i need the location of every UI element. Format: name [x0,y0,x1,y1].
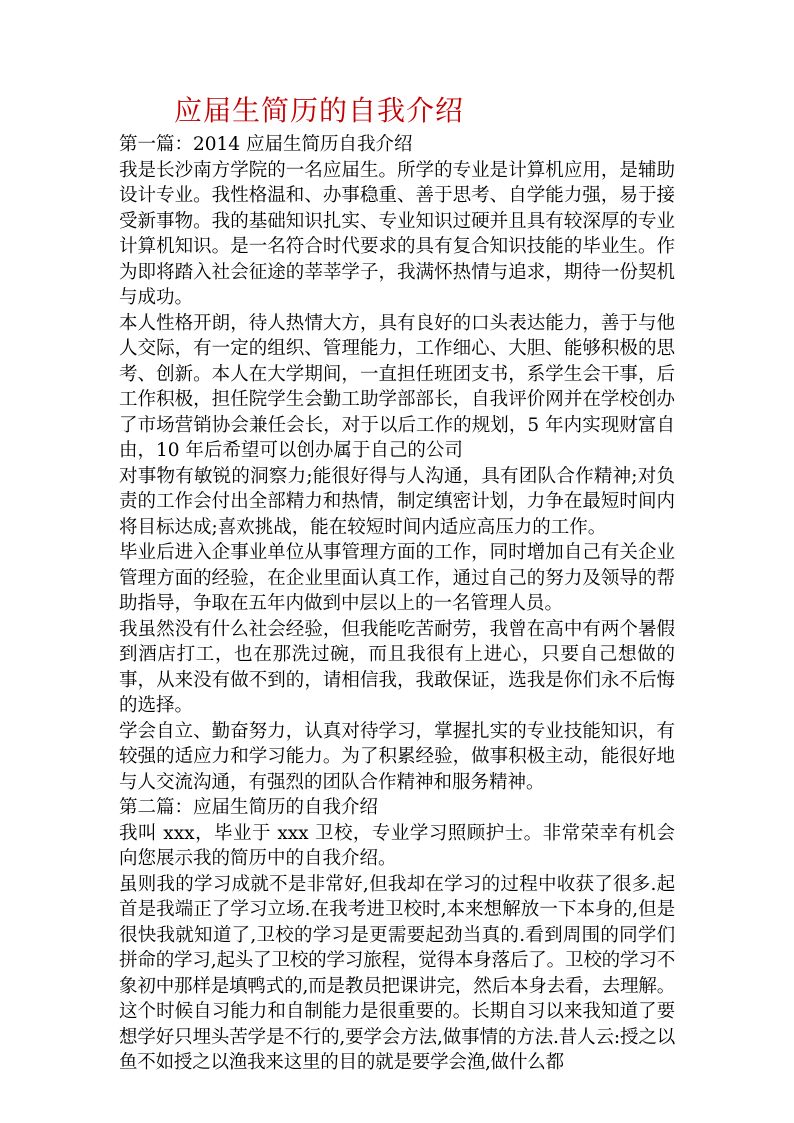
section1-paragraph-2: 本人性格开朗，待人热情大方，具有良好的口头表达能力，善于与他人交际，有一定的组织、管理能力，工作细心、大胆、能够积极的思考、创新。本人在大学期间，一直担任班团支书，系学生会干事，后工作积极，担任院学生会勤工助学部部长，自我评价网并在学校创办了市场营销协会兼任会长，对于以后工作的规划，5 年内实现财富自由，10 年后希望可以创办属于自己的公司 [119,312,675,461]
section1-paragraph-5: 我虽然没有什么社会经验，但我能吃苦耐劳，我曾在高中有两个暑假到酒店打工，也在那洗过碗，而且我很有上进心，只要自己想做的事，从来没有做不到的，请相信我，我敢保证，选我是你们永不后悔的选择。 [119,618,675,716]
section-heading-1: 第一篇：2014 应届生简历自我介绍 [119,134,413,155]
section1-paragraph-1: 我是长沙南方学院的一名应届生。所学的专业是计算机应用，是辅助设计专业。我性格温和、办事稳重、善于思考、自学能力强，易于接受新事物。我的基础知识扎实、专业知识过硬并且具有较深厚的专业计算机知识。是一名符合时代要求的具有复合知识技能的毕业生。作为即将踏入社会征途的莘莘学子，我满怀热情与追求，期待一份契机与成功。 [119,159,675,308]
document-title: 应届生简历的自我介绍 [174,94,465,127]
section1-paragraph-6: 学会自立、勤奋努力，认真对待学习，掌握扎实的专业技能知识，有较强的适应力和学习能力。为了积累经验，做事积极主动，能很好地与人交流沟通，有强烈的团队合作精神和服务精神。 [119,720,675,793]
section1-paragraph-4: 毕业后进入企事业单位从事管理方面的工作，同时增加自己有关企业管理方面的经验，在企业里面认真工作，通过自己的努力及领导的帮助指导，争取在五年内做到中层以上的一名管理人员。 [119,542,675,614]
section-heading-2: 第二篇：应届生简历的自我介绍 [119,797,379,818]
document-page [119,92,675,1076]
section2-paragraph-2: 虽则我的学习成就不是非常好,但我却在学习的过程中收获了很多.起首是我端正了学习立场.在我考进卫校时,本来想解放一下本身的,但是很快我就知道了,卫校的学习是更需要起劲当真的.看到周围的同学们拼命的学习,起头了卫校的学习旅程，觉得本身落后了。卫校的学习不象初中那样是填鸭式的,而是教员把课讲完，然后本身去看，去理解。这个时候自习能力和自制能力是很重要的。长期自习以来我知道了要想学好只埋头苦学是不行的,要学会方法,做事情的方法.昔人云:授之以鱼不如授之以渔我来这里的目的就是要学会渔,做什么都 [119,873,675,1073]
section1-paragraph-3: 对事物有敏锐的洞察力;能很好得与人沟通，具有团队合作精神;对负责的工作会付出全部精力和热情，制定缜密计划，力争在最短时间内将目标达成;喜欢挑战，能在较短时间内适应高压力的工作。 [119,465,675,538]
section2-paragraph-1: 我叫 xxx，毕业于 xxx 卫校，专业学习照顾护士。非常荣幸有机会向您展示我的简历中的自我介绍。 [119,822,675,869]
